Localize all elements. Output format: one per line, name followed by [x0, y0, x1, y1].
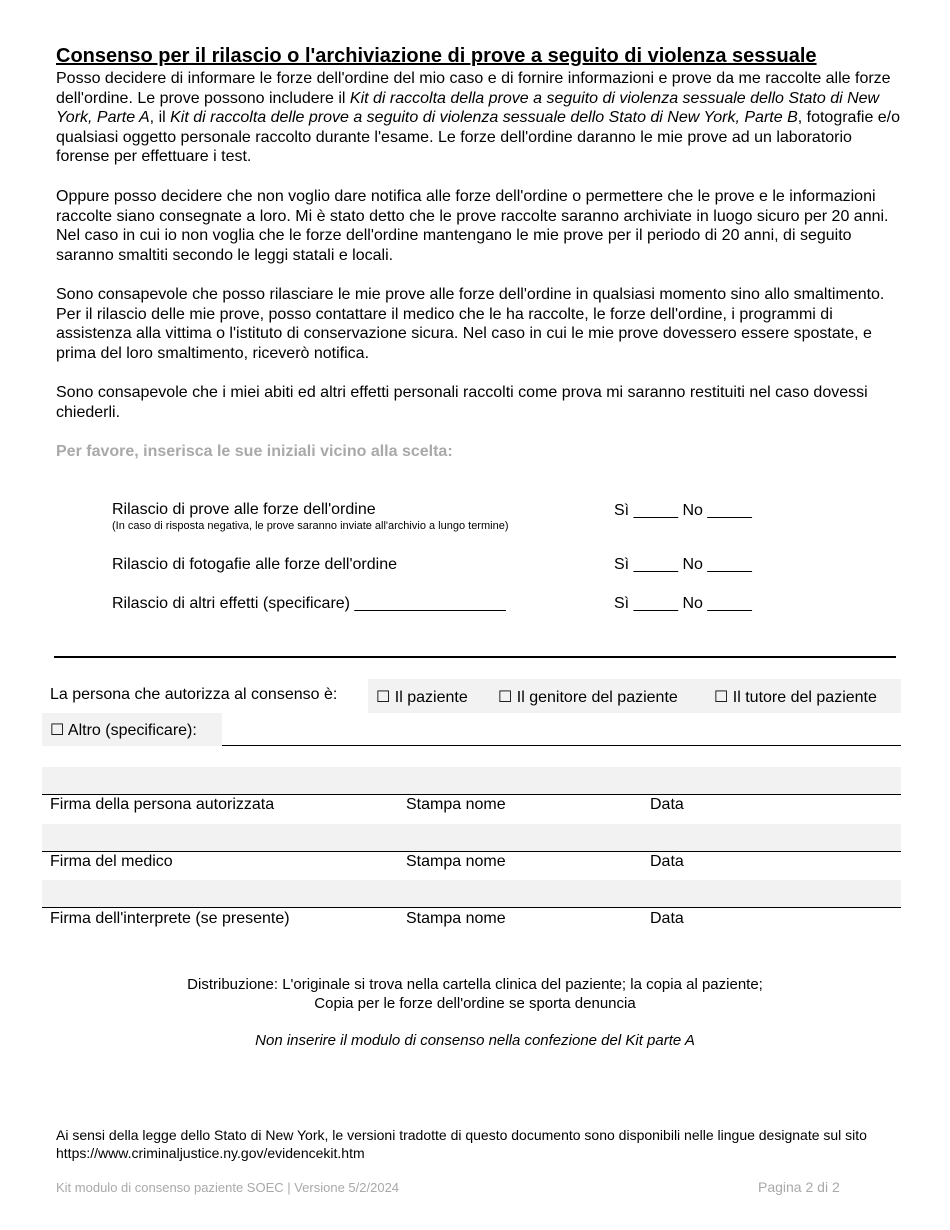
physician-signature-label: Firma del medico	[50, 853, 173, 870]
signature-line	[42, 907, 901, 908]
paragraph-release-anytime: Sono consapevole che posso rilasciare le mie prove alle forze dell'ordine in qualsiasi momento sino allo smaltimento. Per il rilascio delle mie prove, posso contattare il medico che le ha raccolte, le forze dell'ordine, i programmi di assistenza alla vittima o l'istituto di conservazione sicura. Nel caso in cui le mie prove dovessero essere spostate, e prima del loro smaltimento, riceverò notifica.	[56, 286, 885, 362]
interpreter-signature-field[interactable]	[42, 880, 901, 907]
choice-release-photos-initials[interactable]: Sì _____ No _____	[614, 556, 752, 573]
paragraph-personal-effects: Sono consapevole che i miei abiti ed altri effetti personali raccolti come prova mi saranno restituiti nel caso dovessi chiederli.	[56, 384, 868, 421]
authorizer-option-parent[interactable]: ☐ Il genitore del paziente	[498, 689, 678, 706]
authorized-person-print-label: Stampa nome	[406, 796, 506, 813]
page-title: Consenso per il rilascio o l'archiviazione di prove a seguito di violenza sessuale	[56, 45, 817, 67]
paragraph-storage: Oppure posso decidere che non voglio dare notifica alle forze dell'ordine o permettere che le prove e le informazioni raccolte siano consegnate a loro. Mi è stato detto che le prove raccolte saranno archiviate in luogo sicuro per 20 anni. Nel caso in cui io non voglia che le forze dell'ordine mantengano le mie prove per il periodo di 20 anni, di seguito saranno smaltiti secondo le leggi statali e locali.	[56, 188, 889, 264]
distribution-line-2: Copia per le forze dell'ordine se sporta denuncia	[314, 995, 636, 1012]
authorizer-other-field[interactable]	[222, 745, 901, 746]
kit-part-a-name: Kit di raccolta della prove a seguito di violenza sessuale dello Stato di New York, Parte A	[56, 89, 880, 127]
paragraph-text: Posso decidere di informare le forze dell'ordine del mio caso e di fornire informazioni e prove da me raccolte alle forze dell'ordine. Le prove possono includere il	[56, 70, 891, 107]
paragraph-text: , fotografie e/o qualsiasi oggetto personale raccolto durante l'esame. Le forze dell'ordine daranno le mie prove ad un laboratorio forense per effettuare i test.	[56, 109, 901, 166]
interpreter-signature-label: Firma dell'interprete (se presente)	[50, 910, 290, 927]
authorizer-option-guardian[interactable]: ☐ Il tutore del paziente	[714, 689, 877, 706]
choice-release-other-label[interactable]: Rilascio di altri effetti (specificare) _________________	[112, 595, 506, 612]
choice-release-evidence-initials[interactable]: Sì _____ No _____	[614, 502, 752, 519]
authorized-person-signature-field[interactable]	[42, 767, 901, 794]
choice-release-other-initials[interactable]: Sì _____ No _____	[614, 595, 752, 612]
authorizer-option-patient[interactable]: ☐ Il paziente	[376, 689, 468, 706]
signature-line	[42, 794, 901, 795]
choice-release-photos-label: Rilascio di fotogafie alle forze dell'ordine	[112, 556, 397, 573]
physician-date-label: Data	[650, 853, 684, 870]
paragraph-text: , il	[149, 109, 171, 127]
interpreter-date-label: Data	[650, 910, 684, 927]
footer-form-version: Kit modulo di consenso paziente SOEC | Versione 5/2/2024	[56, 1180, 400, 1195]
physician-print-label: Stampa nome	[406, 853, 506, 870]
authorizer-option-other[interactable]: ☐ Altro (specificare):	[50, 722, 197, 739]
physician-signature-field[interactable]	[42, 824, 901, 851]
footer-page-number: Pagina 2 di 2	[758, 1179, 840, 1195]
kit-packaging-note: Non inserire il modulo di consenso nella confezione del Kit parte A	[255, 1032, 695, 1049]
distribution-line-1: Distribuzione: L'originale si trova nella cartella clinica del paziente; la copia al paziente;	[187, 976, 763, 993]
initials-prompt: Per favore, inserisca le sue iniziali vicino alla scelta:	[56, 443, 453, 460]
authorizer-label: La persona che autorizza al consenso è:	[50, 686, 338, 703]
section-divider	[54, 656, 896, 658]
choice-release-evidence-note: (In caso di risposta negativa, le prove saranno inviate all'archivio a lungo termine)	[112, 520, 509, 532]
paragraph-inform-law-enforcement	[56, 69, 901, 167]
interpreter-print-label: Stampa nome	[406, 910, 506, 927]
translation-law-note: Ai sensi della legge dello Stato di New York, le versioni tradotte di questo documento sono disponibili nelle lingue designate sul sito https://www.criminaljustice.ny.gov/evidencekit.htm	[56, 1127, 867, 1161]
authorized-person-date-label: Data	[650, 796, 684, 813]
choice-release-evidence-label: Rilascio di prove alle forze dell'ordine	[112, 501, 376, 518]
kit-part-b-name: Kit di raccolta delle prove a seguito di violenza sessuale dello Stato di New York, Parte B	[170, 109, 798, 127]
signature-line	[42, 851, 901, 852]
authorized-person-signature-label: Firma della persona autorizzata	[50, 796, 275, 813]
